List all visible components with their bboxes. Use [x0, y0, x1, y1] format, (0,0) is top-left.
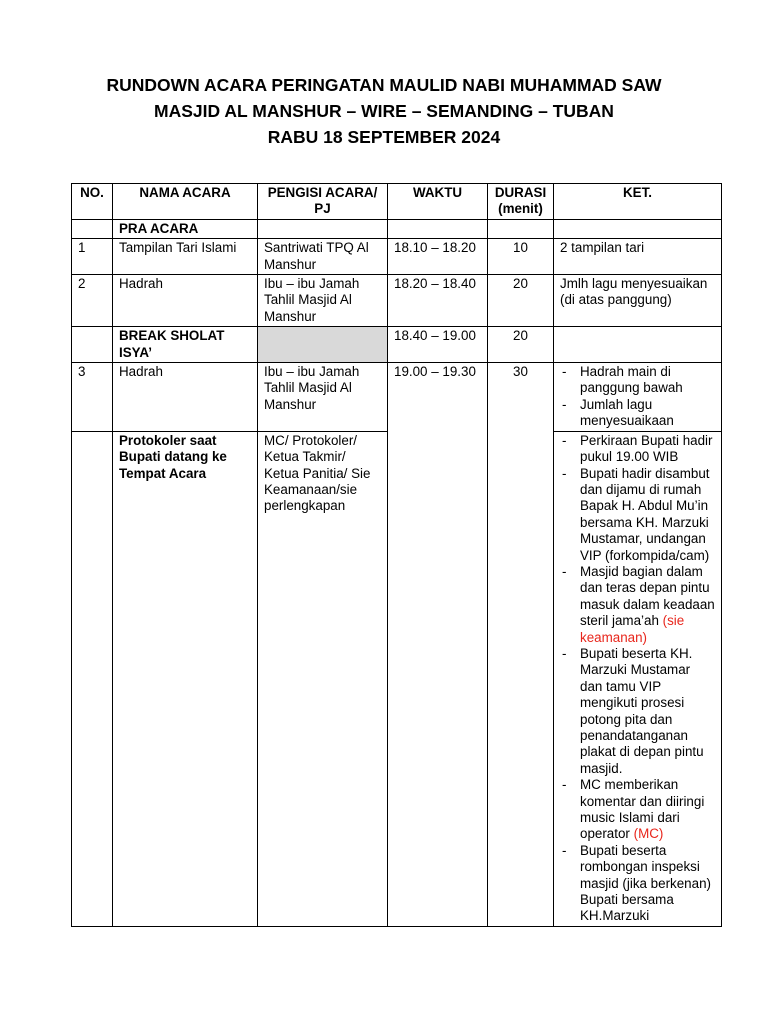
- cell-empty: [554, 327, 722, 363]
- cell-pengisi: MC/ Protokoler/ Ketua Takmir/ Ketua Panitia/ Sie Keamanaan/sie perlengkapan: [258, 431, 388, 926]
- header-no: NO.: [72, 184, 113, 220]
- list-item: [560, 777, 715, 843]
- cell-durasi: 20: [488, 327, 554, 363]
- header-ket: KET.: [554, 184, 722, 220]
- cell-ket: [554, 363, 722, 432]
- cell-nama-acara: BREAK SHOLAT ISYA’: [113, 327, 258, 363]
- pj-note-red: (MC): [633, 826, 664, 842]
- cell-empty: [488, 219, 554, 238]
- header-nama-acara: NAMA ACARA: [113, 184, 258, 220]
- title-line-2: MASJID AL MANSHUR – WIRE – SEMANDING – TUBAN: [154, 101, 614, 121]
- cell-nama-acara: Protokoler saat Bupati datang ke Tempat Acara: [113, 431, 258, 926]
- cell-empty: [72, 431, 113, 926]
- cell-pengisi: Santriwati TPQ Al Manshur: [258, 239, 388, 275]
- cell-empty: [72, 219, 113, 238]
- cell-no: 2: [72, 275, 113, 327]
- cell-empty: [388, 219, 488, 238]
- cell-pengisi: Ibu – ibu Jamah Tahlil Masjid Al Manshur: [258, 275, 388, 327]
- cell-waktu: 18.20 – 18.40: [388, 275, 488, 327]
- table-row: [72, 275, 722, 327]
- header-pengisi-acara: PENGISI ACARA/ PJ: [258, 184, 388, 220]
- title-line-1: RUNDOWN ACARA PERINGATAN MAULID NABI MUHAMMAD SAW: [106, 75, 662, 95]
- cell-empty: [258, 219, 388, 238]
- list-item: - Bupati beserta rombongan inspeksi masjid (jika berkenan) Bupati bersama KH.Marzuki: [560, 843, 715, 925]
- list-item: - Hadrah main di panggung bawah: [560, 364, 715, 397]
- cell-waktu: 18.10 – 18.20: [388, 239, 488, 275]
- list-item: - Bupati hadir disambut dan dijamu di rumah Bapak H. Abdul Mu’in bersama KH. Marzuki Mustamar, undangan VIP (forkompida/cam): [560, 466, 715, 564]
- cell-pengisi: Ibu – ibu Jamah Tahlil Masjid Al Manshur: [258, 363, 388, 432]
- list-item: - Perkiraan Bupati hadir pukul 19.00 WIB: [560, 433, 715, 466]
- section-label-pra-acara: PRA ACARA: [113, 219, 258, 238]
- list-item-text: Masjid bagian dalam dan teras depan pintu masuk dalam keadaan steril jama’ah: [580, 563, 715, 629]
- list-item: - Jumlah lagu menyesuaikaan: [560, 397, 715, 430]
- rundown-table: [71, 183, 722, 927]
- cell-waktu: 18.40 – 19.00: [388, 327, 488, 363]
- list-item-text: MC memberikan komentar dan diiringi music Islami dari operator: [580, 777, 705, 842]
- list-item: [560, 564, 715, 646]
- cell-nama-acara: Hadrah: [113, 363, 258, 432]
- cell-empty: [72, 327, 113, 363]
- cell-no: 3: [72, 363, 113, 432]
- table-row: [72, 239, 722, 275]
- cell-durasi: 20: [488, 275, 554, 327]
- cell-ket: 2 tampilan tari: [554, 239, 722, 275]
- table-row-pra-acara: [72, 219, 722, 238]
- document-title: [0, 72, 768, 150]
- title-line-3: RABU 18 SEPTEMBER 2024: [267, 127, 501, 147]
- cell-nama-acara: Hadrah: [113, 275, 258, 327]
- table-row: [72, 363, 722, 432]
- cell-ket: Jmlh lagu menyesuaikan (di atas panggung): [554, 275, 722, 327]
- cell-no: 1: [72, 239, 113, 275]
- table-row-break-sholat: [72, 327, 722, 363]
- cell-empty: [554, 219, 722, 238]
- ket-list: [560, 433, 715, 925]
- list-item: - Bupati beserta KH. Marzuki Mustamar dan tamu VIP mengikuti prosesi potong pita dan penandatanganan plakat di depan pintu masjid.: [560, 646, 715, 777]
- pj-note-red: (sie keamanan): [580, 613, 685, 645]
- cell-durasi: 10: [488, 239, 554, 275]
- cell-durasi: 30: [488, 363, 554, 927]
- cell-nama-acara: Tampilan Tari Islami: [113, 239, 258, 275]
- cell-shaded: [258, 327, 388, 363]
- table-header-row: [72, 184, 722, 220]
- header-durasi: DURASI (menit): [488, 184, 554, 220]
- cell-waktu: 19.00 – 19.30: [388, 363, 488, 927]
- cell-ket: [554, 431, 722, 926]
- header-waktu: WAKTU: [388, 184, 488, 220]
- ket-list: [560, 364, 715, 430]
